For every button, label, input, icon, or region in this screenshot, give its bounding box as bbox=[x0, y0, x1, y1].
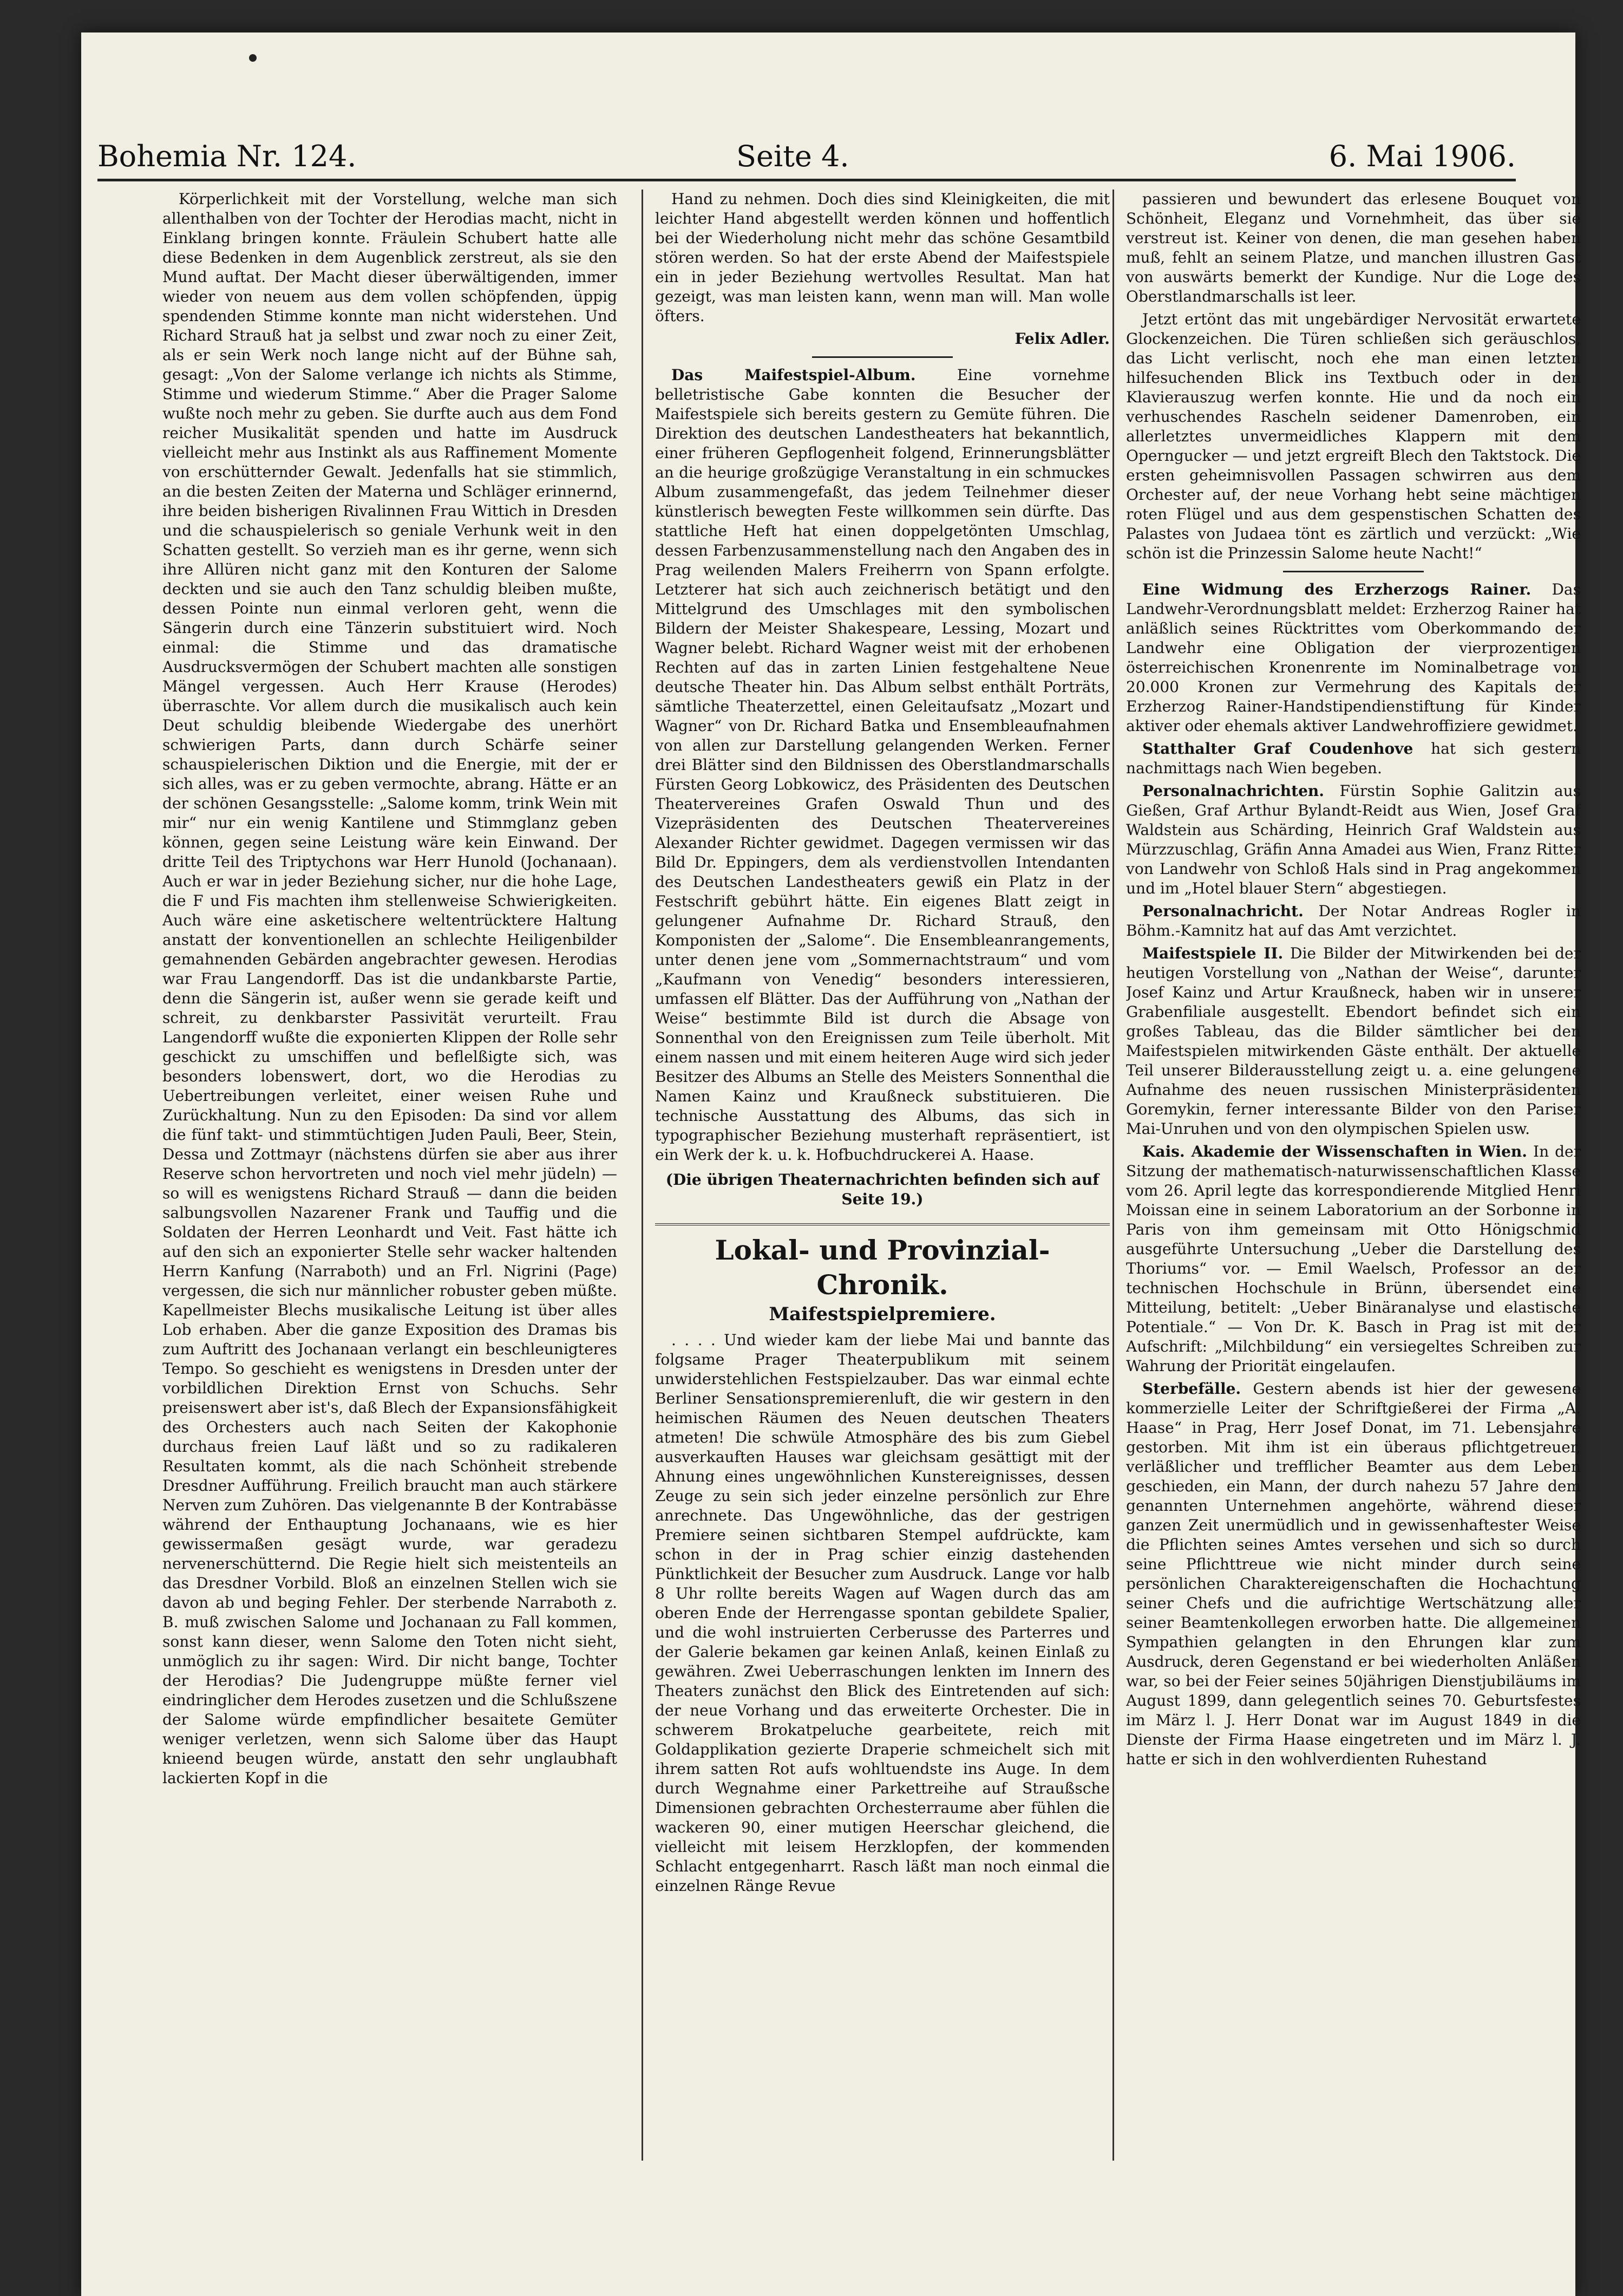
separator bbox=[1283, 571, 1424, 572]
album-heading: Das Maifestspiel-Album. bbox=[671, 366, 916, 384]
author-signature: Felix Adler. bbox=[1015, 330, 1110, 348]
article-continuation: Körperlichkeit mit der Vorstellung, welche man sich allenthalben von der Tochter der Herodias macht, nicht in Einklang bringen konnte. Fräulein Schubert hatte alle diese Bedenken in dem Augenblick zerstreut, als sie den Mund auftat. Der Macht dieser überwältigenden, immer wieder von neuem aus dem vollen schöpfenden, üppig spendenden Stimme konnte man nicht widerstehen. Und Richard Strauß hat ja selbst und zwar noch zu einer Zeit, als er sein Werk noch lange nicht auf der Bühne sah, gesagt: „Von der Salome verlange ich nichts als Stimme, Stimme und wiederum Stimme.“ Aber die Prager Salome wußte noch mehr zu geben. Sie durfte auch aus dem Fond reicher Musikalität spenden und hatte im Ausdruck vielleicht mehr aus Instinkt als aus Raffinement Momente von erschütternder Gewalt. Jedenfalls hat sie stimmlich, an die besten Zeiten der Materna und Schläger erinnernd, ihre beiden bisherigen Rivalinnen Frau Wittich in Dresden und die schauspielerisch so geniale Verhunk weit in den Schatten gestellt. So verzieh man es ihr gerne, wenn sich ihre Allüren nicht ganz mit den Konturen der Salome deckten und sie auch den Tanz schuldig bleiben mußte, dessen Pointe nun einmal verloren geht, wenn die Sängerin durch eine Tänzerin substituiert wird. Noch einmal: die Stimme und das dramatische Ausdrucksvermögen der Schubert machten alle sonstigen Mängel vergessen. Auch Herr Krause (Herodes) überraschte. Vor allem durch die musikalisch auch kein Deut schuldig bleibende Wiedergabe des unerhört schwierigen Parts, dann durch Schärfe seiner schauspielerischen Diktion und die Energie, mit der er sich alles, was er zu geben vermochte, abrang. Hätte er an der schönen Gesangsstelle: „Salome komm, trink Wein mit mir“ nur ein wenig Kantilene und Stimmglanz geben können, gegen seine Leistung wäre kein Einwand. Der dritte Teil des Triptychons war Herr Hunold (Jochanaan). Auch er war in jeder Beziehung sicher, nur die hohe Lage, die F und Fis machten ihm stellenweise Schwierigkeiten. Auch wäre eine asketischere weltentrücktere Haltung anstatt der konventionellen an schlechte Heiligenbilder gemahnenden Gebärden angebrachter gewesen. Herodias war Frau Langendorff. Das ist die undankbarste Partie, denn die Sängerin ist, außer wenn sie gerade keift und schreit, zu denkbarster Passivität verurteilt. Frau Langendorff wußte die exponierten Klippen der Rolle sehr geschickt zu umschiffen und beflelßigte sich, was besonders lobenswert, dort, wo die Herodias zu Uebertreibungen verleitet, einer weisen Ruhe und Zurückhaltung. Nun zu den Episoden: Da sind vor allem die fünf takt- und stimmtüchtigen Juden Pauli, Beer, Stein, Dessa und Zottmayr (nächstens dürfen sie aber aus ihrer Reserve schon hervortreten und noch viel mehr jüdeln) — so will es wenigstens Richard Strauß — dann die beiden salbungsvollen Nazarener Frank und Tauffig und die Soldaten der Herren Leonhardt und Veit. Fast hätte ich auf den sich an exponierter Stelle sehr wacker haltenden Herrn Kanfung (Narraboth) und an Frl. Nigrini (Page) vergessen, die sich nur männlicher robuster geben müßte. Kapellmeister Blechs musikalische Leitung ist über alles Lob erhaben. Aber die ganze Exposition des Dramas bis zum Auftritt des Jochanaan verlangt ein beschleunigteres Tempo. So geschieht es wenigstens in Dresden unter der vorbildlichen Direktion Ernst von Schuchs. Sehr preisenswert aber ist's, daß Blech der Expansionsfähigkeit des Orchesters auch nach Seiten der Kakophonie durchaus freien Lauf läßt und so zu radikaleren Resultaten kommt, als die nach Schönheit strebende Dresdner Aufführung. Freilich braucht man auch stärkere Nerven zum Zuhören. Das vielgenannte B der Kontrabässe während der Enthauptung Jochanaans, wie es hier gewissermaßen gesägt wurde, war geradezu nervenerschütternd. Die Regie hielt sich meistenteils an das Dresdner Vorbild. Bloß an einzelnen Stellen wich sie davon ab und beging Fehler. Der sterbende Narraboth z. B. muß zwischen Salome und Jochanaan zu Fall kommen, sonst kann dieser, wenn Salome den Toten nicht sieht, unmöglich zu ihr sagen: Wird. Dir nicht bange, Tochter der Herodias? Die Judengruppe müßte ferner viel eindringlicher dem Herodes zusetzen und die Schlußszene der Salome würde empfindlicher besaitete Gemüter weniger verletzen, wenn sich Salome über das Haupt knieend beugen würde, anstatt den sehr unglaubhaft lackierten Kopf in die bbox=[162, 190, 617, 1787]
column-2 bbox=[655, 190, 1110, 2247]
premiere-article: . . . . Und wieder kam der liebe Mai und bannte das folgsame Prager Theaterpublikum mit seinem unwiderstehlichen Festspielzauber. Das war einmal echte Berliner Sensationspremierenluft, die wir gestern in den heimischen Räumen des Neuen deutschen Theaters atmeten! Die schwüle Atmosphäre des bis zum Giebel ausverkauften Hauses war gleichsam gesättigt mit der Ahnung eines ungewöhnlichen Kunstereignisses, dessen Zeuge zu sein sich jeder einzelne persönlich zur Ehre anrechnete. Das Ungewöhnliche, das der gestrigen Premiere seinen sichtbaren Stempel aufdrückte, kam schon in der in Prag schier einzig dastehenden Pünktlichkeit der Besucher zum Ausdruck. Lange vor halb 8 Uhr rollte bereits Wagen auf Wagen durch das am oberen Ende der Herrengasse spontan gebildete Spalier, und die wohl instruierten Cerberusse des Parterres und der Galerie bekamen gar keinen Anlaß, keinen Einlaß zu gewähren. Zwei Ueberraschungen lenkten im Innern des Theaters zunächst den Blick des Eintretenden auf sich: der neue Vorhang und das erweiterte Orchester. Die in schwerem Brokatpeluche gearbeitete, reich mit Goldapplikation gezierte Draperie schmeichelt sich mit ihrem satten Rot aufs wohltuendste ins Auge. In dem durch Wegnahme einer Parkettreihe auf Straußsche Dimensionen gebrachten Orchesterraume aber fühlen die wackeren 90, einer mutigen Heerschar gleichend, die vielleicht mit leisem Herzklopfen, der kommenden Schlacht entgegenharrt. Rasch läßt man noch einmal die einzelnen Ränge Revue bbox=[655, 1331, 1110, 1895]
article-ending: Hand zu nehmen. Doch dies sind Kleinigkeiten, die mit leichter Hand abgestellt werden können und hoffentlich bei der Wiederholung nicht mehr das schöne Gesamtbild stören werden. So hat der erste Abend der Maifestspiele ein in jeder Beziehung wertvolles Resultat. Man hat gezeigt, was man leisten kann, wenn man will. Man wolle öfters. bbox=[655, 190, 1110, 325]
premiere-paragraph: Jetzt ertönt das mit ungebärdiger Nervosität erwartete Glockenzeichen. Die Türen schließen sich geräuschlos, das Licht verlischt, noch ehe man einen letzten hilfesuchenden Blick ins Textbuch oder in den Klavierauszug werfen konnte. Hie und da noch ein verhuschendes Rascheln seidener Damenroben, ein allerletztes unvermeidliches Klappern mit dem Operngucker — und jetzt ergreift Blech den Taktstock. Die ersten geheimnisvollen Passagen schwirren aus dem Orchester auf, der neue Vorhang hebt seine mächtigen roten Flügel und aus dem gespenstischen Schatten des Palastes von Judaea tönt es zärtlich und verzückt: „Wie schön ist die Prinzessin Salome heute Nacht!“ bbox=[1126, 310, 1581, 562]
section-title: Lokal- und Provinzial-Chronik. bbox=[655, 1223, 1110, 1302]
news-item bbox=[1126, 1142, 1581, 1376]
news-heading: Maifestspiele II. bbox=[1142, 944, 1284, 962]
news-item bbox=[1126, 944, 1581, 1139]
page-mark bbox=[249, 54, 257, 62]
news-text: Das Landwehr-Verordnungsblatt meldet: Erzherzog Rainer hat anläßlich seines Rücktrittes vom Oberkommando der Landwehr eine Obligation der vierprozentigen österreichischen Kronenrente im Nominalbetrage von 20.000 Kronen zur Vermehrung des Kapitals der Erzherzog Rainer-Handstipendienstiftung für Kinder aktiver oder ehemals aktiver Landwehroffiziere gewidmet. bbox=[1126, 580, 1581, 735]
theatre-note: (Die übrigen Theaternachrichten befinden sich auf Seite 19.) bbox=[665, 1171, 1100, 1208]
news-text: hat sich gestern nachmittags nach Wien begeben. bbox=[1126, 740, 1581, 777]
news-text: Der Notar Andreas Rogler in Böhm.-Kamnitz hat auf das Amt verzichtet. bbox=[1126, 902, 1581, 940]
news-item bbox=[1126, 781, 1581, 898]
news-item bbox=[1126, 902, 1581, 941]
column-rule bbox=[642, 190, 643, 2161]
news-heading: Sterbefälle. bbox=[1142, 1380, 1241, 1398]
news-heading: Kais. Akademie der Wissenschaften in Wien. bbox=[1142, 1143, 1528, 1160]
news-heading: Personalnachrichten. bbox=[1142, 782, 1324, 800]
album-article bbox=[655, 366, 1110, 1165]
news-text: Fürstin Sophie Galitzin aus Gießen, Graf Arthur Bylandt-Reidt aus Wien, Josef Graf Waldstein aus Schärding, Heinrich Graf Waldstein aus Mürzzuschlag, Gräfin Anna Amadei aus Wien, Franz Ritter von Landwehr von Schloß Hals sind in Prag angekommen und im „Hotel blauer Stern“ abgestiegen. bbox=[1126, 782, 1581, 897]
news-text: Gestern abends ist hier der gewesene kommerzielle Leiter der Schriftgießerei der Firma „A. Haase“ in Prag, Herr Josef Donat, im 71. Lebensjahre gestorben. Mit ihm ist ein überaus pflichtgetreuer, verläßlicher und trefflicher Beamter aus dem Leben geschieden, ein Mann, der durch nahezu 57 Jahre dem genannten Unternehmen angehörte, während dieser ganzen Zeit unermüdlich und in gewissenhaftester Weise die Pflichten seines Amtes versehen und sich so durch seine Pflichttreue wie nicht minder durch seine persönlichen Charaktereigenschaften die Hochachtung seiner Chefs und die aufrichtige Wertschätzung aller seiner Beamtenkollegen erworben hatte. Die allgemeinen Sympathien gelangten in den Ehrungen klar zum Ausdruck, deren Gegenstand er bei wiederholten Anläßen war, so bei der Feier seines 50jährigen Dienstjubiläums im August 1899, dann gelegentlich seines 70. Geburtsfestes im März l. J. Herr Donat war im August 1849 in die Dienste der Firma Haase eingetreten und im März l. J. hatte er sich in den wohlverdienten Ruhestand bbox=[1126, 1380, 1581, 1768]
news-item bbox=[1126, 580, 1581, 736]
news-heading: Statthalter Graf Coudenhove bbox=[1142, 740, 1413, 758]
news-heading: Personalnachricht. bbox=[1142, 902, 1304, 920]
column-rule bbox=[1112, 190, 1114, 2161]
news-heading: Eine Widmung des Erzherzogs Rainer. bbox=[1142, 580, 1532, 598]
column-1 bbox=[162, 190, 617, 2247]
news-text: Die Bilder der Mitwirkenden bei der heutigen Vorstellung von „Nathan der Weise“, darunter Josef Kainz und Artur Kraußneck, haben wir in unserer Grabenfiliale ausgestellt. Ebendort befindet sich ein großes Tableau, das die Bilder sämtlicher bei den Maifestspielen mitwirkenden Gäste enthält. Der aktuelle Teil unserer Bilderausstellung zeigt u. a. eine gelungene Aufnahme des neuen russischen Ministerpräsidenten Goremykin, ferner interessante Bilder von den Pariser Mai-Unruhen und von den olympischen Spielen usw. bbox=[1126, 944, 1581, 1138]
masthead-issue: Bohemia Nr. 124. bbox=[97, 139, 357, 173]
news-item bbox=[1126, 739, 1581, 778]
album-text: Eine vornehme belletristische Gabe konnten die Besucher der Maifestspiele sich bereits gestern zu Gemüte führen. Die Direktion des deutschen Landestheaters hat bekanntlich, einer früheren Gepflogenheit folgend, Erinnerungsblätter an die heurige großzügige Veranstaltung in ein schmuckes Album zusammengefaßt, das jedem Teilnehmer dieser künstlerisch bewegten Feste willkommen sein dürfte. Das stattliche Heft hat einen doppelgetönten Umschlag, dessen Farbenzusammenstellung nach den Angaben des in Prag weilenden Malers Freiherrn von Spann erfolgte. Letzterer hat sich auch zeichnerisch betätigt und den Mittelgrund des Umschlages mit den symbolischen Bildern der Meister Shakespeare, Lessing, Mozart und Wagner belebt. Richard Wagner weist mit der erhobenen Rechten auf das in zarten Linien festgehaltene Neue deutsche Theater hin. Das Album selbst enthält Porträts, sämtliche Theaterzettel, einen Geleitaufsatz „Mozart und Wagner“ von Dr. Richard Batka und Ensembleaufnahmen von allen zur Darstellung gelangenden Werken. Ferner drei Blätter sind den Bildnissen des Oberstlandmarschalls Fürsten Georg Lobkowicz, des Präsidenten des Deutschen Theatervereines Grafen Oswald Thun und des Vizepräsidenten des Deutschen Theatervereines Alexander Richter gewidmet. Dagegen vermissen wir das Bild Dr. Eppingers, dem als verdienstvollen Intendanten des Deutschen Landestheaters gewiß ein Platz in der Festschrift gebührt hätte. Ein eigenes Blatt zeigt in gelungener Aufnahme Dr. Richard Strauß, den Komponisten der „Salome“. Die Ensembleanrangements, unter denen jene vom „Sommernachtstraum“ und vom „Kaufmann von Venedig“ besonders interessieren, umfassen elf Blätter. Das der Aufführung von „Nathan der Weise“ bestimmte Bild ist durch die Absage von Sonnenthal von den Ereignissen zum Teile überholt. Mit einem nassen und mit einem heiteren Auge wird sich jeder Besitzer des Albums an Stelle des Meisters Sonnenthal die Namen Kainz und Kraußneck substituieren. Die technische Ausstattung des Albums, das sich in typographischer Beziehung musterhaft repräsentiert, ist ein Werk der k. u. k. Hofbuchdruckerei A. Haase. bbox=[655, 366, 1110, 1164]
page-header bbox=[97, 130, 1516, 181]
issue-date: 6. Mai 1906. bbox=[1328, 139, 1516, 173]
premiere-continuation: passieren und bewundert das erlesene Bouquet von Schönheit, Eleganz und Vornehmheit, das über sie verstreut ist. Keiner von denen, die man gesehen haben muß, fehlt an seinem Platze, und manchen illustren Gast von auswärts bemerkt der Kundige. Nur die Loge des Oberstlandmarschalls ist leer. bbox=[1126, 190, 1581, 305]
subsection-title: Maifestspielpremiere. bbox=[769, 1303, 996, 1325]
page-number: Seite 4. bbox=[736, 139, 849, 173]
column-3 bbox=[1126, 190, 1581, 2247]
news-item bbox=[1126, 1379, 1581, 1769]
news-text: In der Sitzung der mathematisch-naturwissenschaftlichen Klasse vom 26. April legte das korrespondierende Mitglied Henri Moissan eine in seinem Laboratorium an der Sorbonne in Paris von ihm gemeinsam mit Otto Hönigschmid ausgeführte Untersuchung „Ueber die Darstellung des Thoriums“ vor. — Emil Waelsch, Professor an der technischen Hochschule in Brünn, übersendet eine Mitteilung, betitelt: „Ueber Binäranalyse und elastische Potentiale.“ — Von Dr. K. Basch in Prag ist mit der Aufschrift: „Milchbildung“ ein versiegeltes Schreiben zur Wahrung der Priorität eingelaufen. bbox=[1126, 1143, 1581, 1375]
separator bbox=[812, 356, 953, 358]
